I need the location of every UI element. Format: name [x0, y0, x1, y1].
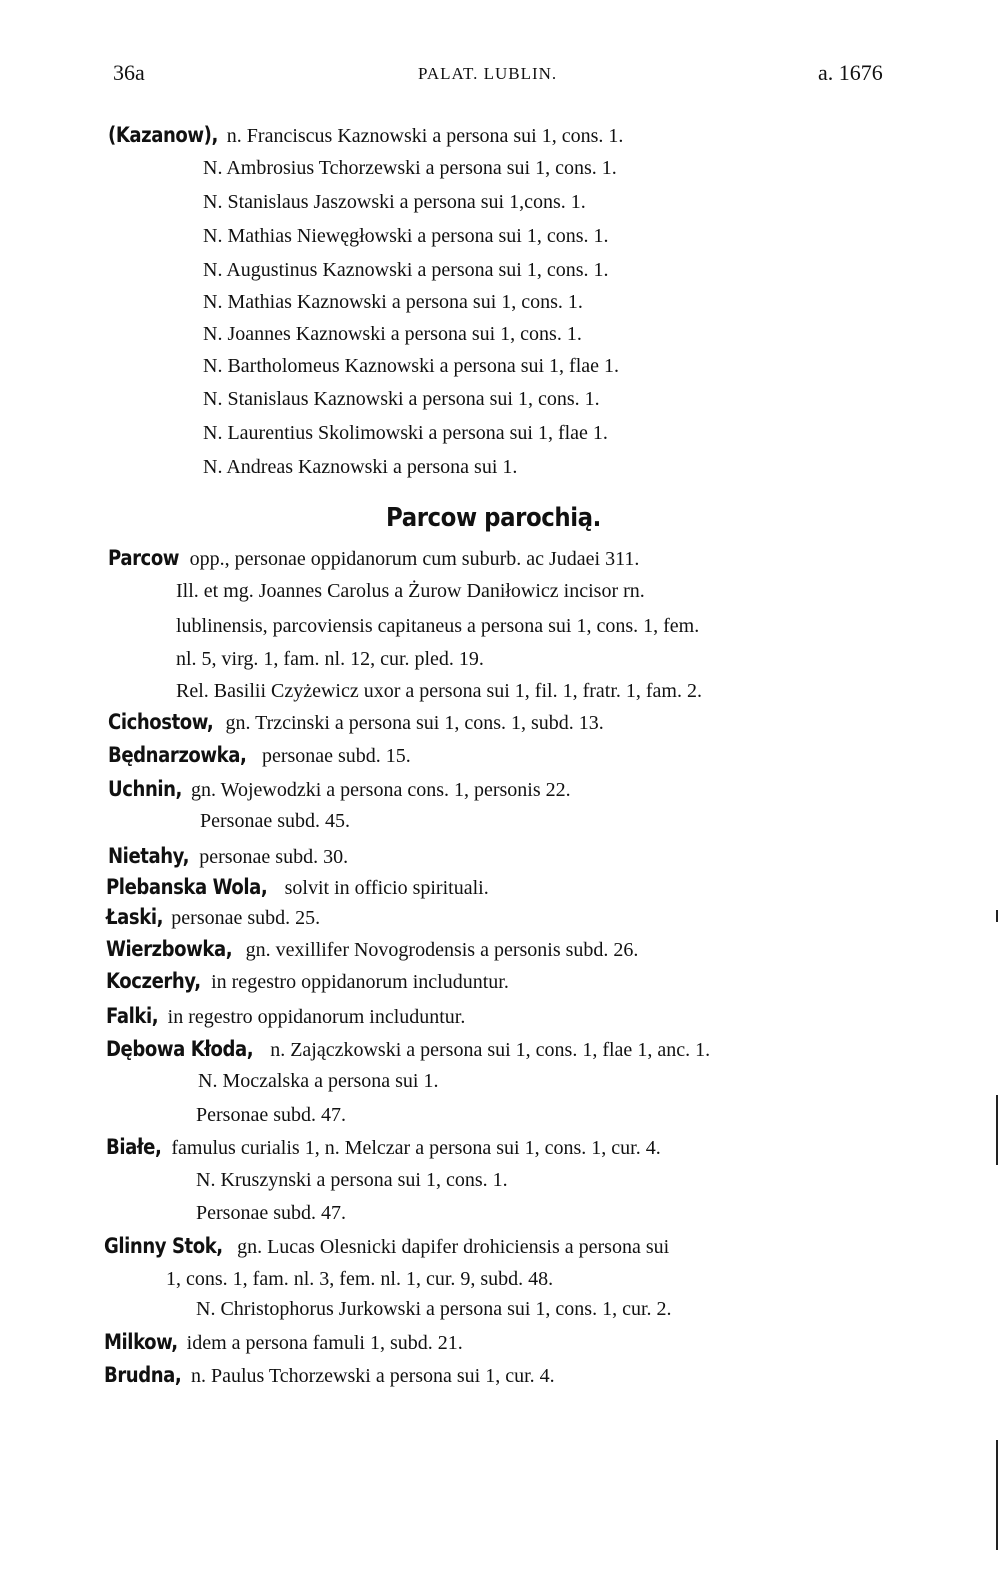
section-title: Parcow parochią.: [386, 503, 601, 533]
place-name: Uchnin,: [108, 777, 182, 801]
entry-line: N. Ambrosius Tchorzewski a persona sui 1, cons. 1.: [203, 157, 617, 179]
entry-line: Personae subd. 47.: [196, 1104, 346, 1126]
entry-line: [106, 968, 509, 995]
entry-line: [106, 1003, 465, 1030]
scan-edge-mark: [996, 1440, 998, 1550]
place-name: Glinny Stok,: [104, 1234, 223, 1258]
entry-line: N. Augustinus Kaznowski a persona sui 1, cons. 1.: [203, 259, 609, 281]
page-number: 36a: [113, 60, 145, 85]
place-name: Koczerhy,: [106, 969, 201, 993]
entry-line: [104, 1362, 555, 1389]
entry-line: [104, 1329, 463, 1356]
entry-text: famulus curialis 1, n. Melczar a persona sui 1, cons. 1, cur. 4.: [171, 1137, 661, 1159]
entry-line: [108, 742, 411, 769]
entry-line: nl. 5, virg. 1, fam. nl. 12, cur. pled. 19.: [176, 648, 484, 670]
place-name: Łaski,: [106, 905, 164, 929]
entry-text: gn. Lucas Olesnicki dapifer drohiciensis a persona sui: [237, 1236, 670, 1258]
entry-line: N. Kruszynski a persona sui 1, cons. 1.: [196, 1169, 508, 1191]
scan-edge-mark: [996, 1095, 998, 1165]
entry-line: Ill. et mg. Joannes Carolus a Żurow Daniłowicz incisor rn.: [176, 580, 645, 602]
entry-line: Personae subd. 45.: [200, 810, 350, 832]
place-name: Cichostow,: [108, 710, 214, 734]
place-name: Falki,: [106, 1004, 159, 1028]
entry-text: opp., personae oppidanorum cum suburb. ac Judaei 311.: [189, 548, 640, 570]
entry-line: [106, 904, 320, 931]
entry-line: N. Bartholomeus Kaznowski a persona sui 1, flae 1.: [203, 355, 620, 377]
entry-line: [106, 1134, 661, 1161]
entry-text: gn. Wojewodzki a persona cons. 1, personis 22.: [191, 779, 571, 801]
entry-line: [108, 545, 639, 572]
year: a. 1676: [818, 60, 883, 85]
entry-line: N. Stanislaus Kaznowski a persona sui 1, cons. 1.: [203, 388, 600, 410]
entry-line: N. Laurentius Skolimowski a persona sui 1, flae 1.: [203, 422, 608, 444]
entry-line: [108, 776, 571, 803]
entry-line: N. Moczalska a persona sui 1.: [198, 1070, 439, 1092]
entry-line: [108, 122, 623, 149]
entry-line: Rel. Basilii Czyżewicz uxor a persona sui 1, fil. 1, fratr. 1, fam. 2.: [176, 680, 702, 702]
place-name: (Kazanow),: [108, 123, 218, 147]
entry-line: 1, cons. 1, fam. nl. 3, fem. nl. 1, cur. 9, subd. 48.: [166, 1268, 554, 1290]
place-name: Nietahy,: [108, 844, 190, 868]
entry-text: in regestro oppidanorum includuntur.: [211, 971, 509, 993]
place-name: Dębowa Kłoda,: [106, 1037, 254, 1061]
place-name: Parcow: [108, 546, 180, 570]
entry-text: personae subd. 15.: [261, 745, 411, 767]
place-name: Będnarzowka,: [108, 743, 247, 767]
entry-line: [108, 709, 604, 736]
entry-text: gn. Trzcinski a persona sui 1, cons. 1, subd. 13.: [225, 712, 604, 734]
entry-text: idem a persona famuli 1, subd. 21.: [186, 1332, 463, 1354]
entry-line: Personae subd. 47.: [196, 1202, 346, 1224]
entry-line: N. Stanislaus Jaszowski a persona sui 1,cons. 1.: [203, 191, 586, 213]
entry-text: solvit in officio spirituali.: [284, 877, 489, 899]
entry-line: N. Mathias Kaznowski a persona sui 1, cons. 1.: [203, 291, 583, 313]
entry-line: N. Joannes Kaznowski a persona sui 1, cons. 1.: [203, 323, 582, 345]
entry-line: [106, 936, 638, 963]
place-name: Plebanska Wola,: [106, 875, 268, 899]
entry-text: n. Zajączkowski a persona sui 1, cons. 1, flae 1, anc. 1.: [270, 1039, 711, 1061]
entry-text: n. Paulus Tchorzewski a persona sui 1, cur. 4.: [190, 1365, 555, 1387]
entry-line: N. Mathias Niewęgłowski a persona sui 1, cons. 1.: [203, 225, 609, 247]
entry-text: personae subd. 25.: [171, 907, 321, 929]
scan-edge-mark: [996, 910, 998, 922]
entry-text: gn. vexillifer Novogrodensis a personis subd. 26.: [245, 939, 639, 961]
place-name: Milkow,: [104, 1330, 178, 1354]
entry-line: [106, 1036, 710, 1063]
place-name: Brudna,: [104, 1363, 182, 1387]
entry-text: n. Franciscus Kaznowski a persona sui 1, cons. 1.: [226, 125, 624, 147]
entry-line: lublinensis, parcoviensis capitaneus a persona sui 1, cons. 1, fem.: [176, 615, 700, 637]
entry-line: [104, 1233, 669, 1260]
entry-line: [108, 843, 348, 870]
entry-line: [106, 874, 489, 901]
entry-text: personae subd. 30.: [199, 846, 349, 868]
running-title: PALAT. LUBLIN.: [418, 64, 558, 83]
entry-line: N. Andreas Kaznowski a persona sui 1.: [203, 456, 518, 478]
entry-line: N. Christophorus Jurkowski a persona sui 1, cons. 1, cur. 2.: [196, 1298, 672, 1320]
entry-text: in regestro oppidanorum includuntur.: [167, 1006, 466, 1028]
place-name: Białe,: [106, 1135, 162, 1159]
place-name: Wierzbowka,: [106, 937, 233, 961]
